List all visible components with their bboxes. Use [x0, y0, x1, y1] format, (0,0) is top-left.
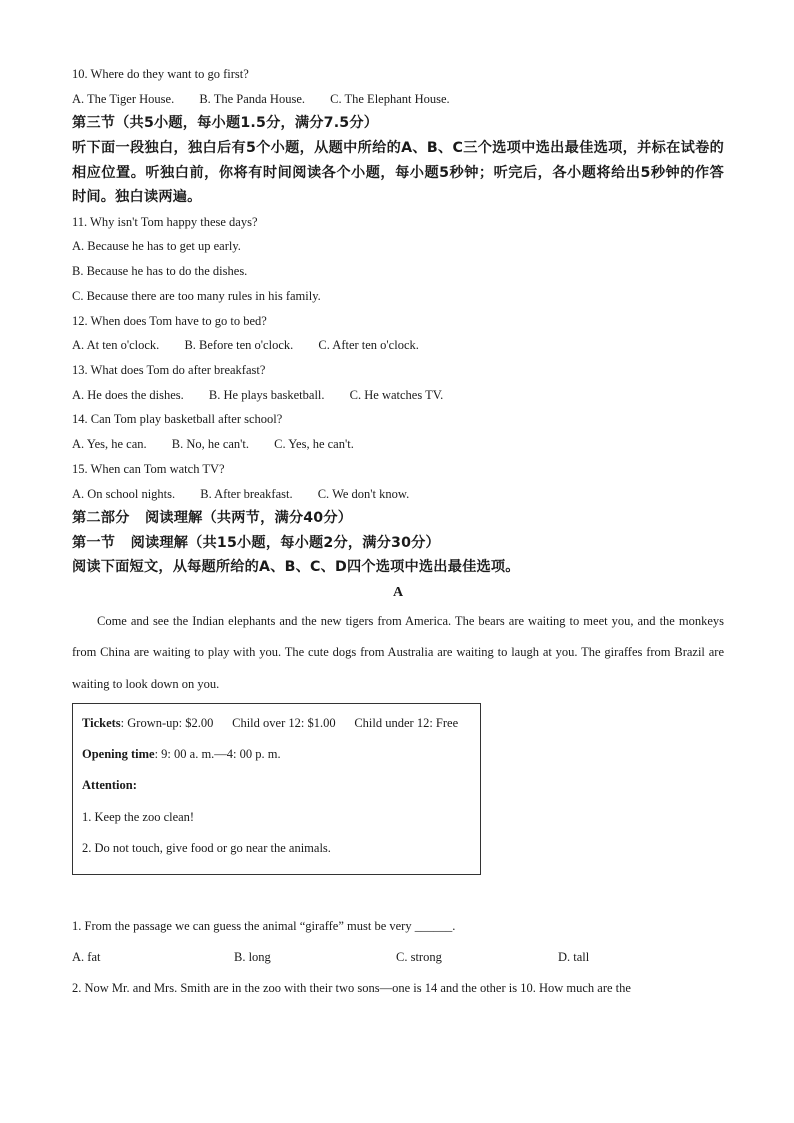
- option-d: D. tall: [558, 950, 590, 965]
- question-15: 15. When can Tom watch TV?: [72, 461, 225, 476]
- tickets-label: Tickets: [82, 715, 121, 730]
- tickets-line: [82, 708, 480, 739]
- question-11: 11. Why isn't Tom happy these days?: [72, 214, 258, 229]
- question-10-options: [72, 87, 724, 112]
- question-11-option-a: A. Because he has to get up early.: [72, 239, 241, 254]
- option-a: A. At ten o'clock.: [72, 338, 160, 353]
- part2-heading: 第二部分 阅读理解（共两节，满分40分）: [72, 510, 353, 527]
- exam-page: [72, 62, 724, 1004]
- attention-label: Attention:: [82, 778, 137, 793]
- passage-a-text: Come and see the Indian elephants and the new tigers from America. The bears are waiting to meet you, and the monkeys from China are waiting to play with you. The cute dogs from Australia are waiting to laugh at you. The giraffes from Brazil are waiting to look down on you.: [72, 614, 724, 691]
- option-a: A. Yes, he can.: [72, 437, 147, 452]
- section3-instructions: 听下面一段独白，独白后有5个小题，从题中所给的A、B、C三个选项中选出最佳选项，并标在试卷的相应位置。听独白前，你将有时间阅读各个小题，每小题5秒钟；听完后，各小题将给出5秒钟的作答时间。独白读两遍。: [72, 140, 724, 206]
- question-11-option-b: B. Because he has to do the dishes.: [72, 264, 248, 279]
- question-13: 13. What does Tom do after breakfast?: [72, 363, 266, 377]
- option-b: B. He plays basketball.: [208, 387, 325, 402]
- option-b: B. long: [234, 950, 271, 965]
- reading-question-2: 2. Now Mr. and Mrs. Smith are in the zoo with their two sons—one is 14 and the other is 10. How much are the: [72, 981, 631, 996]
- question-10: 10. Where do they want to go first?: [72, 67, 249, 81]
- option-c: C. He watches TV.: [349, 387, 444, 402]
- passage-label: A: [392, 585, 404, 600]
- question-15-options: [72, 482, 724, 507]
- zoo-notice-box: [72, 703, 481, 875]
- option-b: B. No, he can't.: [171, 437, 250, 452]
- option-b: B. Before ten o'clock.: [184, 338, 294, 353]
- question-12-options: [72, 333, 724, 358]
- rule-2: 2. Do not touch, give food or go near the animals.: [82, 841, 331, 856]
- opening-time-line: [82, 739, 480, 770]
- reading-question-1-options: [72, 942, 724, 973]
- option-c: C. Yes, he can't.: [274, 437, 354, 452]
- rule-1: 1. Keep the zoo clean!: [82, 809, 195, 824]
- question-13-options: [72, 383, 724, 408]
- option-c: C. The Elephant House.: [330, 91, 450, 106]
- question-11-option-c: C. Because there are too many rules in his family.: [72, 288, 321, 303]
- option-b: B. The Panda House.: [199, 91, 306, 106]
- section3-heading: 第三节（共5小题，每小题1.5分，满分7.5分）: [72, 115, 379, 132]
- question-12: 12. When does Tom have to go to bed?: [72, 313, 267, 328]
- tickets-text: : Grown-up: $2.00 Child over 12: $1.00 Child under 12: Free: [120, 715, 459, 730]
- reading-question-1: 1. From the passage we can guess the animal “giraffe” must be very ______.: [72, 919, 456, 934]
- question-14: 14. Can Tom play basketball after school?: [72, 412, 283, 427]
- option-a: A. The Tiger House.: [72, 91, 175, 106]
- option-a: A. He does the dishes.: [72, 387, 184, 402]
- option-c: C. strong: [396, 950, 442, 965]
- option-c: C. We don't know.: [317, 486, 410, 501]
- option-b: B. After breakfast.: [200, 486, 293, 501]
- option-c: C. After ten o'clock.: [318, 338, 419, 353]
- opening-time-label: Opening time: [82, 747, 155, 762]
- question-14-options: [72, 432, 724, 457]
- option-a: A. fat: [72, 950, 101, 965]
- option-a: A. On school nights.: [72, 486, 176, 501]
- part2-section1-heading: 第一节 阅读理解（共15小题，每小题2分，满分30分）: [72, 534, 440, 551]
- part2-instructions: 阅读下面短文，从每题所给的A、B、C、D四个选项中选出最佳选项。: [72, 559, 520, 576]
- opening-time-text: : 9: 00 a. m.—4: 00 p. m.: [154, 747, 281, 762]
